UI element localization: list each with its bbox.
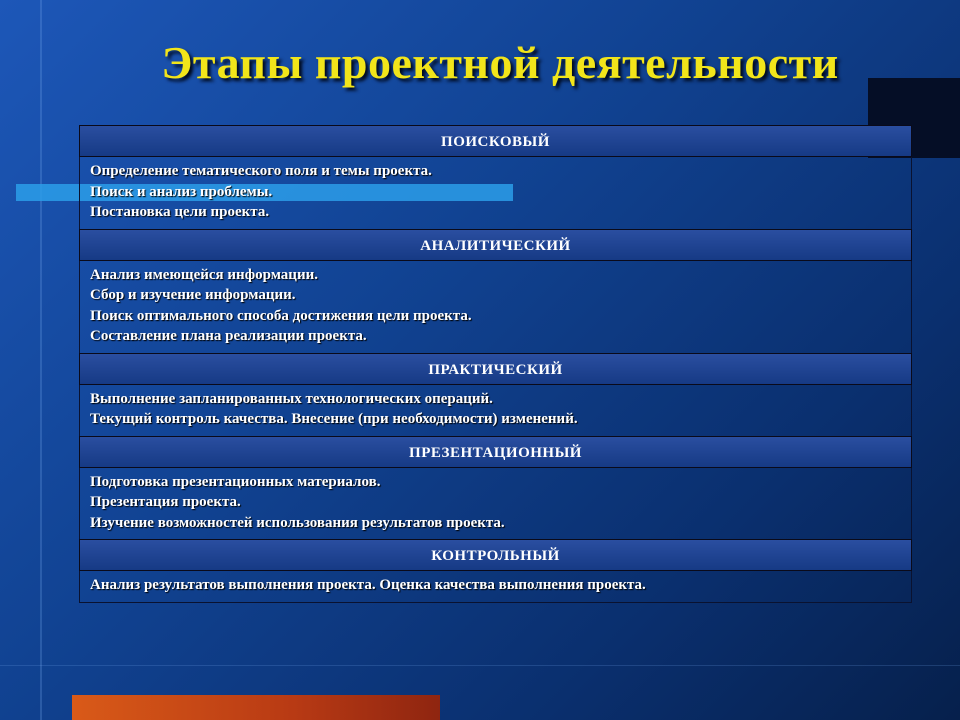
stage-body-search xyxy=(79,157,912,229)
stage-item: Изучение возможностей использования результатов проекта. xyxy=(90,514,505,531)
stage-body-practical xyxy=(79,385,912,436)
slide-title: Этапы проектной деятельности xyxy=(161,37,839,88)
stage-item: Постановка цели проекта. xyxy=(90,204,270,220)
stage-item: Сбор и изучение информации. xyxy=(90,287,296,303)
stages-table xyxy=(79,125,912,603)
stage-body-control xyxy=(79,571,912,603)
stage-header-search: ПОИСКОВЫЙ xyxy=(79,125,912,157)
stage-header-presentation: ПРЕЗЕНТАЦИОННЫЙ xyxy=(79,436,912,468)
stage-header-analytical: АНАЛИТИЧЕСКИЙ xyxy=(79,229,912,261)
stage-item: Анализ имеющейся информации. xyxy=(90,266,318,283)
stage-item: Поиск и анализ проблемы. xyxy=(90,183,273,200)
stage-item: Презентация проекта. xyxy=(90,494,241,510)
stage-item: Составление плана реализации проекта. xyxy=(90,328,367,344)
decorative-horizontal-line xyxy=(0,665,960,666)
stage-body-presentation xyxy=(79,468,912,540)
decorative-orange-bar xyxy=(72,695,440,720)
stage-item: Поиск оптимального способа достижения цели проекта. xyxy=(90,307,472,324)
decorative-vertical-line xyxy=(40,0,42,720)
stage-item: Выполнение запланированных технологических операций. xyxy=(90,390,493,407)
stage-item: Определение тематического поля и темы проекта. xyxy=(90,163,432,179)
stage-item: Текущий контроль качества. Внесение (при необходимости) изменений. xyxy=(90,411,578,427)
stage-item: Анализ результатов выполнения проекта. Оценка качества выполнения проекта. xyxy=(90,577,646,593)
stage-body-analytical xyxy=(79,261,912,353)
stage-item: Подготовка презентационных материалов. xyxy=(90,473,381,490)
stage-header-practical: ПРАКТИЧЕСКИЙ xyxy=(79,353,912,385)
stage-header-control: КОНТРОЛЬНЫЙ xyxy=(79,539,912,571)
